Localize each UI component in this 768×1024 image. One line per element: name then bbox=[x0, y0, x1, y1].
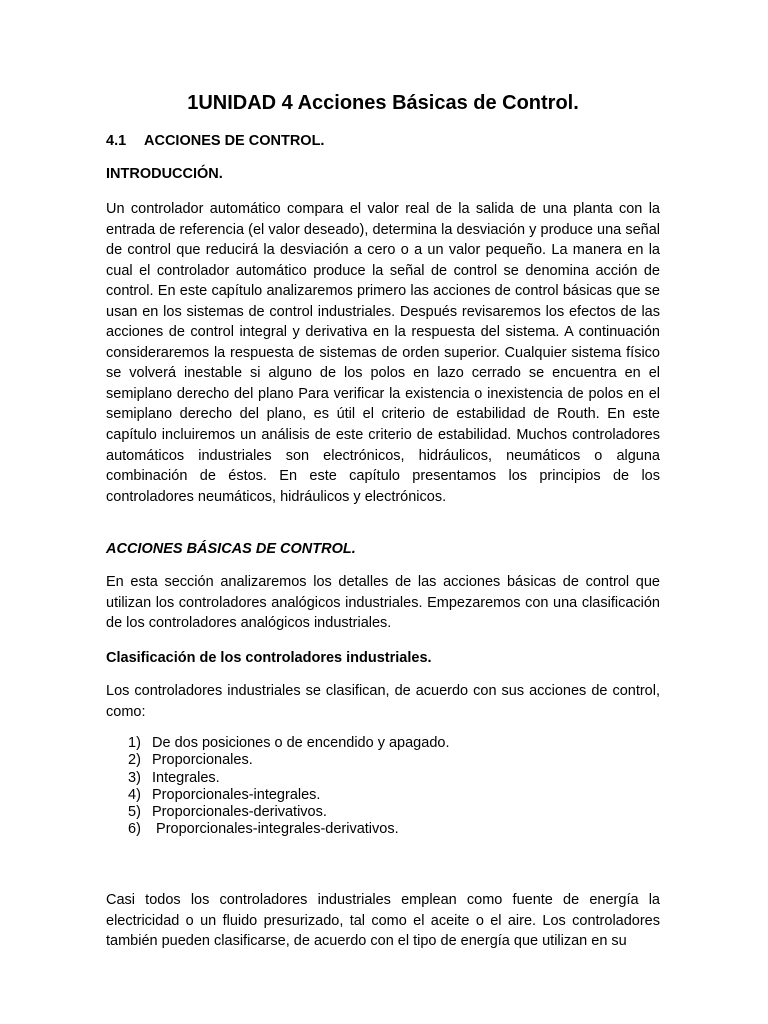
list-item-number: 1) bbox=[128, 735, 141, 751]
classification-paragraph: Los controladores industriales se clasifican, de acuerdo con sus acciones de control, como: bbox=[106, 683, 660, 720]
list-item-number: 2) bbox=[128, 752, 141, 769]
document-title: 1UNIDAD 4 Acciones Básicas de Control. bbox=[187, 92, 579, 114]
list-item-text: Proporcionales-integrales-derivativos. bbox=[152, 821, 399, 838]
list-item bbox=[128, 735, 449, 752]
section-number: 4.1 bbox=[106, 133, 127, 149]
list-item-text: Integrales. bbox=[152, 769, 220, 786]
list-item-number: 6) bbox=[128, 821, 141, 838]
list-item bbox=[128, 787, 449, 804]
list-item-text: De dos posiciones o de encendido y apagado. bbox=[152, 735, 450, 751]
list-item-text: Proporcionales. bbox=[152, 752, 253, 769]
closing-paragraph: Casi todos los controladores industriales emplean como fuente de energía la electricidad o un fluido presurizado, tal como el aceite o el aire. Los controladores también pueden clasificarse, de acuerdo con el tipo de energía que utilizan en su bbox=[106, 892, 660, 950]
section-heading bbox=[106, 131, 324, 151]
list-item bbox=[128, 752, 449, 769]
intro-paragraph: Un controlador automático compara el valor real de la salida de una planta con la entrada de referencia (el valor deseado), determina la desviación y produce una señal de control que reducirá la desviación a cero o a un valor pequeño. La manera en la cual el controlador automático produce la señal de control se denomina acción de control. En este capítulo analizaremos primero las acciones de control básicas que se usan en los sistemas de control industriales. Después revisaremos los efectos de las acciones de control integral y derivativa en la respuesta del sistema. A continuación consideraremos la respuesta de sistemas de orden superior. Cualquier sistema físico se volverá inestable si alguno de los polos en lazo cerrado se encuentra en el semiplano derecho del plano Para verificar la existencia o inexistencia de polos en el semiplano derecho del plano, es útil el criterio de estabilidad de Routh. En este capítulo incluiremos un análisis de este criterio de estabilidad. Muchos controladores automáticos industriales son electrónicos, hidráulicos, neumáticos o alguna combinación de éstos. En este capítulo presentamos los principios de los controladores neumáticos, hidráulicos y electrónicos. bbox=[106, 201, 660, 505]
section-title: ACCIONES DE CONTROL. bbox=[144, 133, 325, 149]
intro-heading: INTRODUCCIÓN. bbox=[106, 166, 223, 182]
list-item-text: Proporcionales-derivativos. bbox=[152, 804, 327, 821]
list-item-number: 5) bbox=[128, 804, 141, 821]
classification-heading: Clasificación de los controladores industriales. bbox=[106, 650, 432, 666]
list-item bbox=[128, 804, 449, 821]
classification-list bbox=[128, 735, 449, 839]
basic-actions-paragraph: En esta sección analizaremos los detalles de las acciones básicas de control que utilizan los controladores analógicos industriales. Empezaremos con una clasificación de los controladores analógicos industriales. bbox=[106, 574, 660, 632]
list-item-number: 4) bbox=[128, 786, 141, 803]
list-item-number: 3) bbox=[128, 769, 141, 786]
list-item bbox=[128, 821, 449, 838]
list-item-text: Proporcionales-integrales. bbox=[152, 786, 321, 803]
list-item bbox=[128, 770, 449, 787]
basic-actions-heading: ACCIONES BÁSICAS DE CONTROL. bbox=[106, 541, 356, 557]
